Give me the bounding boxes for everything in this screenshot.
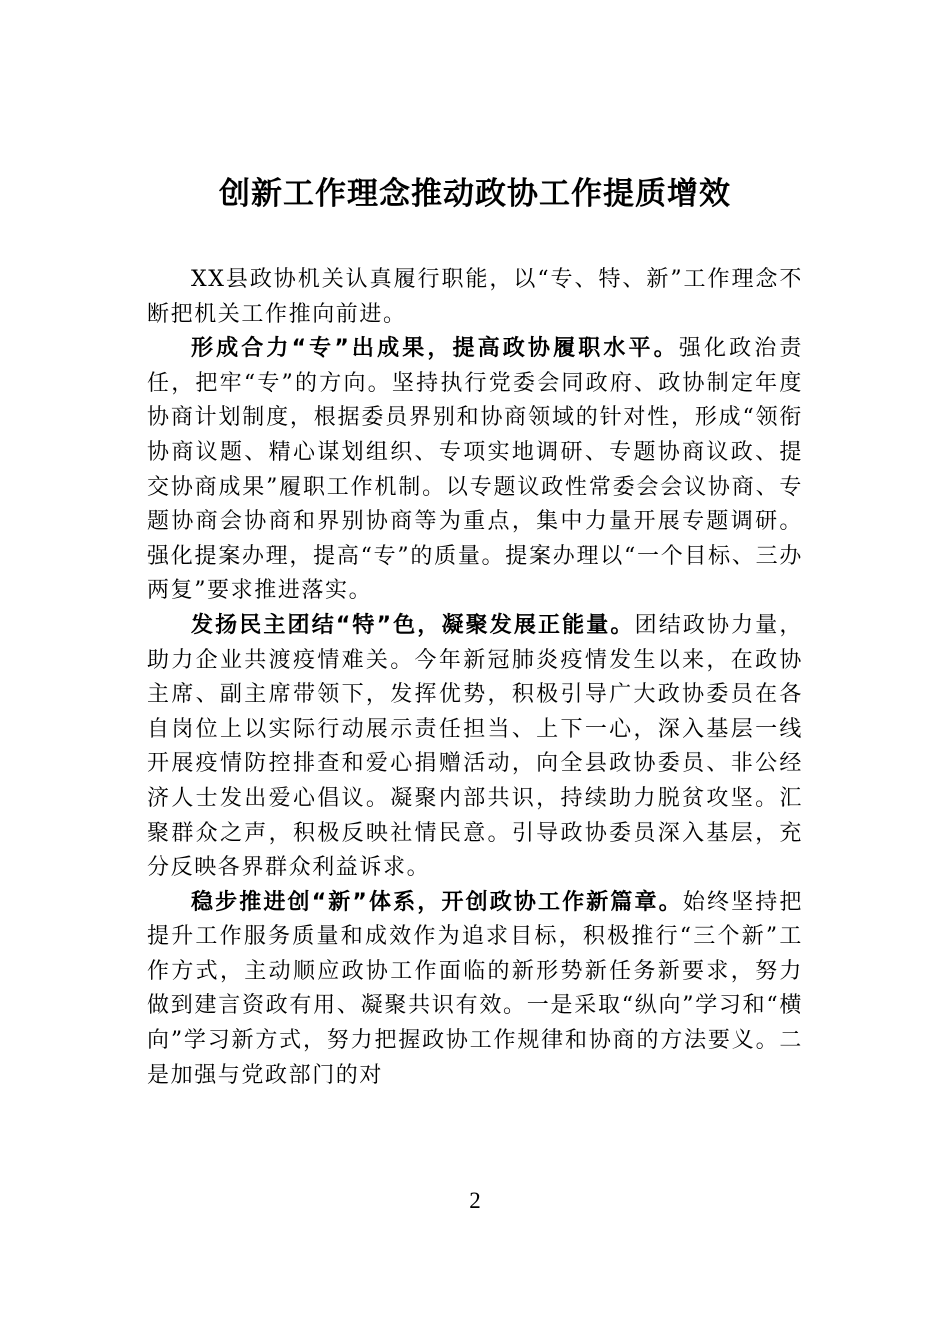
- paragraph-section-2: [147, 609, 803, 886]
- paragraph-intro: [147, 263, 803, 332]
- paragraph-section-3: [147, 886, 803, 1094]
- paragraph-text: 团结政协力量，助力企业共渡疫情难关。今年新冠肺炎疫情发生以来，在政协主席、副主席带领下，发挥优势，积极引导广大政协委员在各自岗位上以实际行动展示责任担当、上下一心，深入基层一线开展疫情防控排查和爱心捐赠活动，向全县政协委员、非公经济人士发出爱心倡议。凝聚内部共识，持续助力脱贫攻坚。汇聚群众之声，积极反映社情民意。引导政协委员深入基层，充分反映各界群众利益诉求。: [147, 612, 803, 881]
- paragraph-text: XX县政协机关认真履行职能，以“专、特、新”工作理念不断把机关工作推向前进。: [147, 267, 803, 327]
- paragraph-heading: 形成合力“专”出成果，提高政协履职水平。: [191, 336, 679, 362]
- document-title: 创新工作理念推动政协工作提质增效: [219, 176, 731, 212]
- document-body: [147, 263, 803, 1093]
- paragraph-text: 强化政治责任，把牢“专”的方向。坚持执行党委会同政府、政协制定年度协商计划制度，根据委员界别和协商领域的针对性，形成“领衔协商议题、精心谋划组织、专项实地调研、专题协商议政、提交协商成果”履职工作机制。以专题议政性常委会会议协商、专题协商会协商和界别协商等为重点，集中力量开展专题调研。强化提案办理，提高“专”的质量。提案办理以“一个目标、三办两复”要求推进落实。: [147, 336, 803, 604]
- page-number: 2: [469, 1188, 481, 1213]
- paragraph-section-1: [147, 332, 803, 609]
- paragraph-text: 始终坚持把提升工作服务质量和成效作为追求目标，积极推行“三个新”工作方式，主动顺应政协工作面临的新形势新任务新要求，努力做到建言资政有用、凝聚共识有效。一是采取“纵向”学习和“横向”学习新方式，努力把握政协工作规律和协商的方法要义。二是加强与党政部门的对: [147, 889, 803, 1088]
- paragraph-heading: 发扬民主团结“特”色，凝聚发展正能量。: [191, 612, 635, 638]
- paragraph-heading: 稳步推进创“新”体系，开创政协工作新篇章。: [191, 889, 683, 915]
